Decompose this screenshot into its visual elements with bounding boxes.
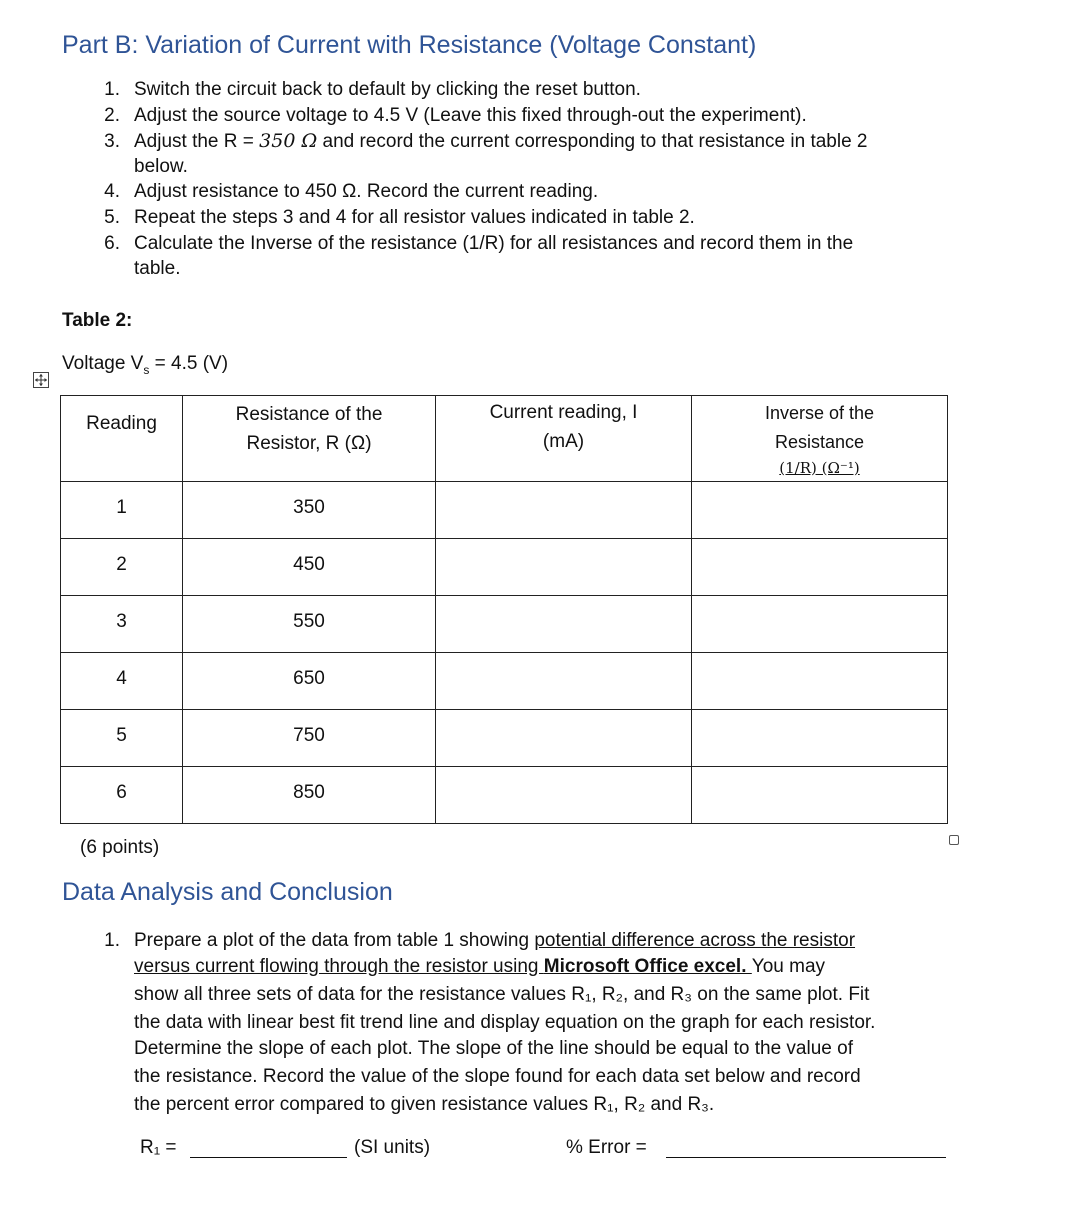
voltage-label: Voltage $V_s = 4.5$ (V)	[62, 353, 229, 377]
analysis-line-4: the data with linear best fit trend line and display equation on the graph for each resistor.	[134, 1012, 876, 1033]
cell-reading: 6	[61, 767, 183, 824]
table-row	[61, 710, 948, 767]
cell-current[interactable]	[436, 767, 692, 824]
cell-reading: 1	[61, 482, 183, 539]
analysis-line-6: the resistance. Record the value of the slope found for each data set below and record	[134, 1066, 861, 1087]
step-6-continued: table.	[134, 258, 181, 279]
cell-resistance: 650	[183, 653, 436, 710]
cell-current[interactable]	[436, 653, 692, 710]
table-row	[61, 539, 948, 596]
analysis-line-7: the percent error compared to given resistance values R₁, R₂ and R₃.	[134, 1094, 715, 1115]
error-answer-blank[interactable]	[666, 1139, 946, 1163]
analysis-line-3: show all three sets of data for the resistance values R₁, R₂, and R₃ on the same plot. Fit	[134, 984, 870, 1005]
cell-inverse[interactable]	[692, 482, 948, 539]
cell-current[interactable]	[436, 482, 692, 539]
cell-current[interactable]	[436, 539, 692, 596]
error-label: % Error =	[566, 1137, 647, 1158]
analysis-title: Data Analysis and Conclusion	[62, 878, 393, 906]
cell-resistance: 350	[183, 482, 436, 539]
si-units-label: (SI units)	[354, 1137, 431, 1158]
step-3-continued: below.	[134, 156, 188, 177]
part-b-title: Part B: Variation of Current with Resistance (Voltage Constant)	[62, 31, 757, 59]
r1-label: R₁ =	[140, 1137, 177, 1158]
table-header-row	[61, 396, 948, 482]
cell-current[interactable]	[436, 596, 692, 653]
cell-resistance: 550	[183, 596, 436, 653]
cell-current[interactable]	[436, 710, 692, 767]
cell-reading: 5	[61, 710, 183, 767]
cell-inverse[interactable]	[692, 710, 948, 767]
move-arrows-icon	[34, 373, 48, 387]
cell-reading: 3	[61, 596, 183, 653]
cell-inverse[interactable]	[692, 539, 948, 596]
analysis-line-1: Prepare a plot of the data from table 1 showing potential difference across the resistor	[134, 930, 856, 951]
header-inverse: Inverse of the Resistance (1/R) (Ω⁻¹)	[692, 396, 948, 482]
table-row	[61, 482, 948, 539]
cell-inverse[interactable]	[692, 767, 948, 824]
cell-resistance: 450	[183, 539, 436, 596]
cell-reading: 2	[61, 539, 183, 596]
analysis-item-number: 1.	[104, 930, 120, 951]
table-resize-handle[interactable]	[949, 835, 959, 845]
cell-inverse[interactable]	[692, 596, 948, 653]
table-row	[61, 596, 948, 653]
analysis-line-5: Determine the slope of each plot. The slope of the line should be equal to the value of	[134, 1038, 853, 1059]
table-move-handle[interactable]	[33, 372, 49, 388]
header-reading: Reading	[61, 396, 183, 482]
table-row	[61, 767, 948, 824]
cell-resistance: 750	[183, 710, 436, 767]
table-2-label: Table 2:	[62, 310, 133, 331]
header-current: Current reading, I (mA)	[436, 396, 692, 482]
table-row	[61, 653, 948, 710]
cell-resistance: 850	[183, 767, 436, 824]
points-label: (6 points)	[80, 837, 160, 858]
analysis-line-2: versus current flowing through the resistor using Microsoft Office excel. You may	[134, 956, 826, 977]
cell-inverse[interactable]	[692, 653, 948, 710]
header-resistance: Resistance of the Resistor, R (Ω)	[183, 396, 436, 482]
cell-reading: 4	[61, 653, 183, 710]
data-table-2	[60, 395, 948, 824]
r1-answer-blank[interactable]	[190, 1139, 347, 1163]
